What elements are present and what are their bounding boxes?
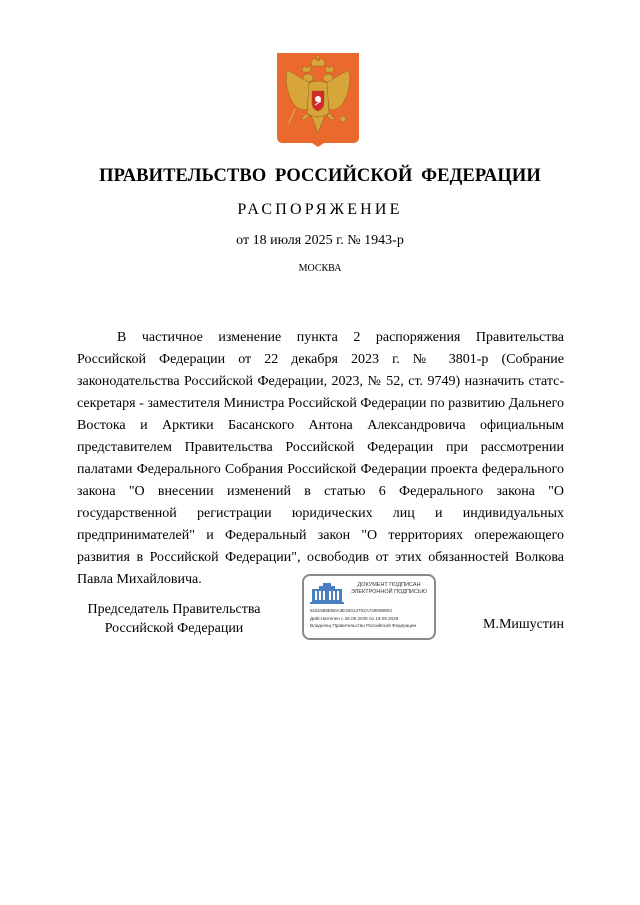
document-type: РАСПОРЯЖЕНИЕ xyxy=(237,201,403,218)
stamp-validity: Действителен с 26.06.2025 по 19.09.2026 xyxy=(310,616,399,621)
signer-position-line-1: Председатель Правительства xyxy=(87,602,261,617)
government-title: ПРАВИТЕЛЬСТВО РОССИЙСКОЙ ФЕДЕРАЦИИ xyxy=(99,166,541,186)
electronic-signature-stamp xyxy=(302,574,436,640)
document-date: от 18 июля 2025 г. № 1943-р xyxy=(236,233,404,248)
stamp-header xyxy=(344,582,434,596)
russian-coat-of-arms-icon xyxy=(277,53,359,147)
signer-position-line-2: Российской Федерации xyxy=(104,621,244,636)
order-text: В частичное изменение пункта 2 распоряжения Правительства Российской Федерации от 22 декабря 2023 г. № 3801-р (Собрание законодательства Российской Федерации, 2023, № 52, ст. 9749) назначить статс-секретаря - заместителя Министра Российской Федерации по развитию Дальнего Востока и Арктики Басанского Антона Александровича официальным представителем Правительства Российской Федерации при рассмотрении палатами Федерального Собрания Российской Федерации проекта федерального закона "О внесении изменений в статью 6 Федерального закона "О государственной регистрации юридических лиц и индивидуальных предпринимателей" и Федеральный закон "О территориях опережающего развития в Российской Федерации", освободив от этих обязанностей Волкова Павла Михайловича. xyxy=(77,330,564,587)
stamp-serial-number: 5181588EB0A3E34013702A749098803 xyxy=(310,608,392,613)
stamp-owner: Владелец Правительство Российской Федерации xyxy=(310,623,417,628)
signer-name: М.Мишустин xyxy=(483,617,564,632)
government-building-icon xyxy=(309,582,345,604)
document-place: МОСКВА xyxy=(298,263,342,274)
stamp-header-line-2: ЭЛЕКТРОННОЙ ПОДПИСЬЮ xyxy=(350,589,428,595)
stamp-header-line-1: ДОКУМЕНТ ПОДПИСАН xyxy=(357,582,421,588)
signer-position xyxy=(74,600,274,638)
